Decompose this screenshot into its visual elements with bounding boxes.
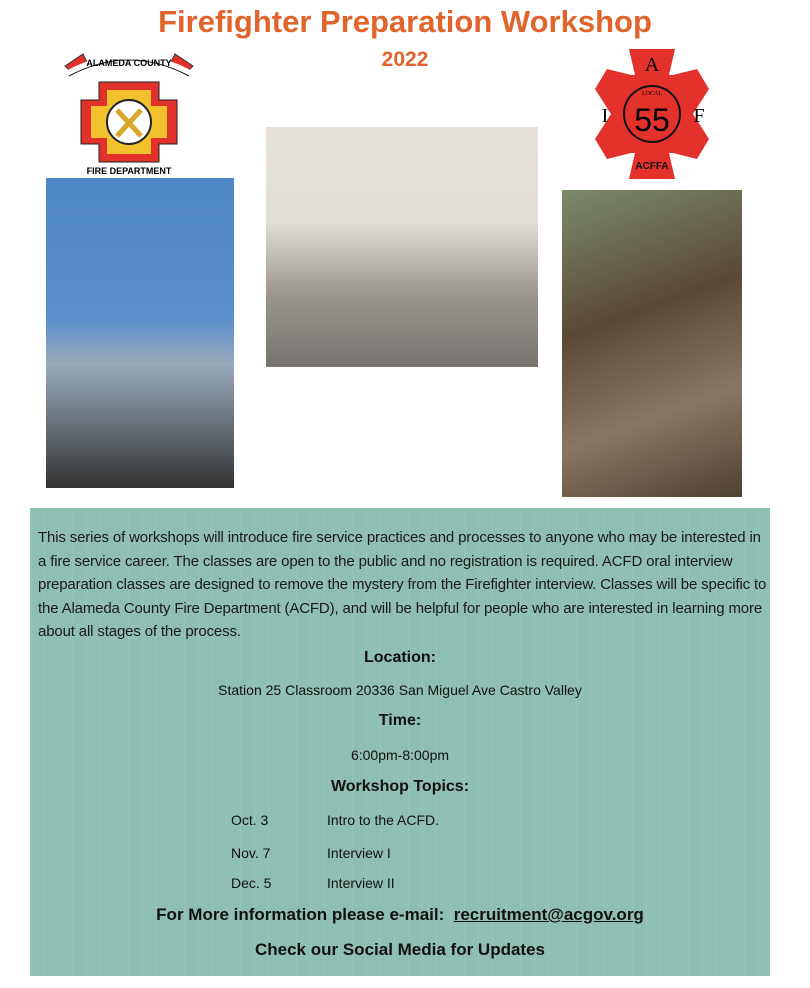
topic-title: Interview II [327, 875, 395, 891]
location-label: Location: [364, 649, 436, 666]
firefighter-ladder-photo [46, 178, 234, 488]
contact-line [30, 905, 770, 925]
svg-text:55: 55 [634, 102, 670, 138]
location-value: Station 25 Classroom 20336 San Miguel Ave Castro Valley [218, 682, 582, 698]
iaff-logo [585, 45, 719, 183]
svg-text:A: A [644, 54, 660, 76]
email-link[interactable]: recruitment@acgov.org [453, 905, 644, 924]
topic-date: Dec. 5 [231, 875, 272, 891]
classroom-photo [266, 127, 538, 367]
svg-text:F: F [693, 105, 705, 127]
contact-label: For More information please e-mail: [156, 905, 445, 924]
year: 2022 [381, 48, 429, 71]
svg-text:ALAMEDA COUNTY: ALAMEDA COUNTY [86, 58, 172, 68]
page-title: Firefighter Preparation Workshop [158, 4, 652, 39]
info-panel [30, 508, 770, 976]
intro-text: This series of workshops will introduce fire service practices and processes to anyone who may be interested in a fire service career. The classes are open to the public and no registration is required. ACFD oral interview preparation classes are designed to remove the mystery from the Firefighter interview. Classes will be specific to the Alameda County Fire Department (ACFD), and will be helpful for people who are interested in learning more about all stages of the process. [38, 529, 767, 640]
svg-text:I: I [601, 105, 609, 127]
acfd-logo [55, 48, 203, 178]
topic-title: Interview I [327, 845, 391, 861]
svg-text:FIRE DEPARTMENT: FIRE DEPARTMENT [86, 166, 172, 176]
topics-label: Workshop Topics: [330, 778, 470, 795]
topic-date: Nov. 7 [231, 845, 271, 861]
time-value: 6:00pm-8:00pm [350, 747, 450, 763]
svg-text:LOCAL: LOCAL [642, 91, 662, 97]
svg-text:ACFFA: ACFFA [635, 161, 669, 172]
time-label: Time: [378, 712, 422, 729]
social-media-note: Check our Social Media for Updates [254, 940, 545, 959]
topic-title: Intro to the ACFD. [327, 812, 440, 828]
topic-date: Oct. 3 [231, 812, 269, 828]
firefighter-hose-photo [562, 190, 742, 497]
